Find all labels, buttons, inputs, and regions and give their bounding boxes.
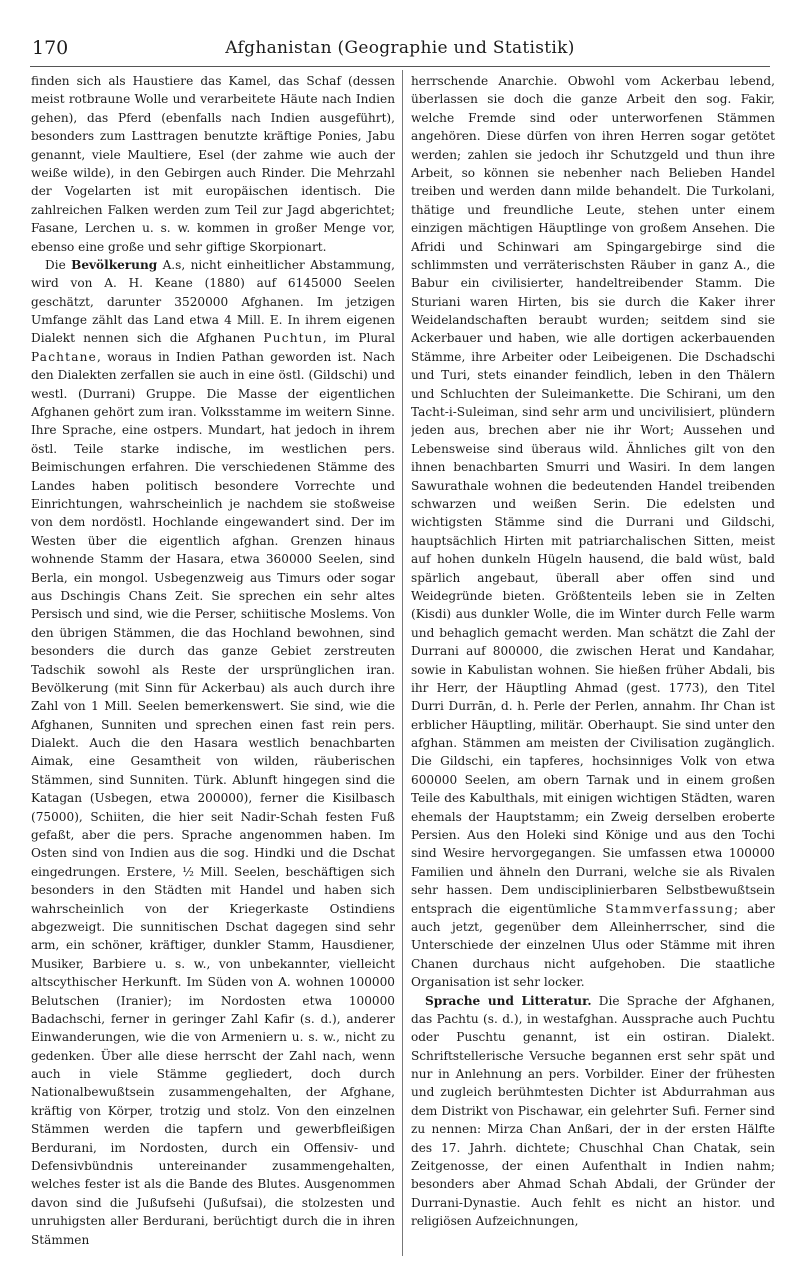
paragraph-population-text-c: , woraus in Indien Pathan geworden ist. Nach den Dialekten zerfallen sie auch in eine östl. (Gildschi) und westl. (Durrani) Gruppe. Die Masse der eigentlichen Afghanen gehört zum iran. Volksstamme im weitern Sinne. Ihre Sprache, eine ostpers. Mundart, hat jedoch in ihrem östl. Teile starke indische, im westlichen pers. Beimischungen erfahren. Die verschiedenen Stämme des Landes haben politisch besondere Vorrechte und Einrichtungen, wahrscheinlich je nachdem sie stoßweise von dem nordöstl. Hochlande eingewandert sind. Der im Westen über die eigentlich afghan. Grenzen hinaus wohnende Stamm der Hasara, etwa 360000 Seelen, sind Berla, ein mongol. Usbegenzweig aus Timurs oder sogar aus Dschingis Chans Zeit. Sie sprechen ein sehr altes Persisch und sind, wie die Perser, schiitische Moslems. Von den übrigen Stämmen, die das Hochland bewohnen, sind besonders die durch das ganze Gebiet zerstreuten Tadschik sowohl als Reste der ursprünglichen iran. Bevölkerung (mit Sinn für Ackerbau) als auch durch ihre Zahl von 1 Mill. Seelen bemerkenswert. Sie sind, wie die Afghanen, Sunniten und sprechen einen fast rein pers. Dialekt. Auch die den Hasara westlich benachbarten Aimak, eine Gesamtheit von wilden, räuberischen Stämmen, sind Sunniten. Türk. Ablunft hingegen sind die Katagan (Usbegen, etwa 200000), ferner die Kisilbasch (75000), Schiiten, die hier seit Nadir-Schah festen Fuß gefaßt, aber die pers. Sprache angenommen haben. Im Osten sind von Indien aus die sog. Hindki und die Dschat eingedrungen. Erstere, ½ Mill. Seelen, beschäftigen sich besonders in den Städten mit Handel und haben sich wahrscheinlich von der Kriegerkaste Ostindiens abgezweigt. Die sunnitischen Dschat dagegen sind sehr arm, ein schöner, kräftiger, dunkler Stamm, Hausdiener, Musiker, Barbiere u. s. w., von unbekannter, vielleicht altscythischer Herkunft. Im Süden von A. wohnen 100000 Belutschen (Iranier); im Nordosten etwa 100000 Badachschi, ferner in geringer Zahl Kafir (s. d.), anderer Einwanderungen, wie die von Armeniern u. s. w., nicht zu gedenken. Über alle diese herrscht der Zahl nach, wenn auch in viele Stämme gegliedert, doch durch Nationalbewußtsein zusammengehalten, der Afghane, kräftig von Körper, trotzig und stolz. Von den einzelnen Stämmen werden die tapfern und gewerbfleißigen Berdurani, im Nordosten, durch ein Offensiv- und Defensivbündnis untereinander zusammengehalten, welches fester ist als die Bande des Blutes. Ausgenommen davon sind die Jußufsehi (Jußufsai), die stolzesten und unruhigsten aller Berdurani, berüchtigt durch die in ihren Stämmen [31,349,395,1247]
paragraph-tribes-end: ; aber auch jetzt, gegenüber dem Alleinherrscher, sind die Unterschiede der einzelnen Ulus oder Stämme mit ihren Chanen durchaus nicht aufgehoben. Die staatliche Organisation ist sehr locker. [411,901,775,990]
term-puchtun: Puchtun [263,331,323,346]
keyword-bevoelkerung: Bevölkerung [71,257,158,272]
page-number: 170 [32,37,69,59]
right-column [411,72,775,1252]
term-stammverfassung: Stammverfassung [605,901,734,916]
running-head: Afghanistan (Geographie und Statistik) [225,38,575,58]
paragraph-tribes-text: herrschende Anarchie. Obwohl vom Ackerbau lebend, überlassen sie doch die ganze Arbeit den sog. Fakir, welche Fremde sind oder unterworfenen Stämmen angehören. Diese dürfen von ihren Herren sogar getötet werden; zahlen sie jedoch ihr Schutzgeld und thun ihre Arbeit, so können sie nebenher nach Belieben Handel treiben und werden dann milde behandelt. Die Turkolani, thätige und freundliche Leute, stehen unter einem einzigen mächtigen Häuptlinge von großem Ansehen. Die Afridi und Schinwari am Spingargebirge sind die schlimmsten und verräterischsten Räuber in ganz A., die Babur ein civilisierter, handeltreibender Stamm. Die Sturiani waren Hirten, bis sie durch die Kaker ihrer Weidelandschaften beraubt wurden; seitdem sind sie Ackerbauer und haben, wie alle dortigen ackerbauenden Stämme, ihre Arbeiter oder Leibeigenen. Die Dschadschi und Turi, stets einander feindlich, leben in den Thälern und Schluchten der Suleimankette. Die Schirani, um den Tacht-i-Suleiman, sind sehr arm und uncivilisiert, plündern jeden aus, brechen aber nie ihr Wort; Aussehen und Lebensweise sind überaus wild. Ähnliches gilt von den ihnen benachbarten Smurri und Wasiri. In dem langen Sawurathale wohnen die bedeutenden Handel treibenden schwarzen und weißen Serin. Die edelsten und wichtigsten Stämme sind die Durrani und Gildschi, hauptsächlich Hirten mit patriarchalischen Sitten, meist auf hohen dunkeln Hügeln hausend, die bald wüst, bald spärlich angebaut, überall aber offen sind und Weidegründe bieten. Größtenteils leben sie in Zelten (Kisdi) aus dunkler Wolle, die im Winter durch Felle warm und behaglich gemacht werden. Man schätzt die Zahl der Durrani auf 800000, die zwischen Herat und Kandahar, sowie in Kabulistan wohnen. Sie hießen früher Abdali, bis ihr Herr, der Häuptling Ahmad (gest. 1773), den Titel Durri Durrān, d. h. Perle der Perlen, annahm. Ihr Chan ist erblicher Häuptling, militär. Oberhaupt. Sie sind unter den afghan. Stämmen am meisten der Civilisation zugänglich. Die Gildschi, ein tapferes, hochsinniges Volk von etwa 600000 Seelen, am obern Tarnak und in einem großen Teile des Kabulthals, mit einigen wichtigen Städten, waren ehemals der Hauptstamm; ein Zweig derselben eroberte Persien. Aus den Holeki sind Könige und aus den Tochi sind Wesire hervorgegangen. Sie umfassen etwa 100000 Familien und ähneln den Durrani, welche sie als Rivalen sehr hassen. Dem undisciplinierbaren Selbstbewußtsein entsprach die eigentümliche [411,74,775,916]
paragraph-population-text-b: , im Plural [322,331,395,346]
header-rule [30,66,770,67]
paragraph-fauna: finden sich als Haustiere das Kamel, das Schaf (dessen meist rotbraune Wolle und verarbeitete Häute nach Indien gehen), das Pferd (ebenfalls nach Indien ausgeführt), besonders zum Lasttragen benutzte kräftige Ponies, Jabu genannt, viele Maultiere, Esel (der zahme wie auch der weiße wilde), in den Gebirgen auch Rinder. Die Mehrzahl der Vogelarten ist mit europäischen identisch. Die zahlreichen Falken werden zum Teil zur Jagd abgerichtet; Fasane, Lerchen u. s. w. kommen in großer Menge vor, ebenso eine große und sehr giftige Skorpionart. [31,74,395,254]
paragraph-tribes [411,72,775,992]
page-header [30,36,770,62]
keyword-sprache-litteratur: Sprache und Litteratur. [425,993,592,1008]
paragraph-population-text-a: A.s, nicht einheitlicher Abstammung, wird von A. H. Keane (1880) auf 6145000 Seelen geschätzt, darunter 3520000 Afghanen. Im jetzigen Umfange zählt das Land etwa 4 Mill. E. In ihrem eigenen Dialekt nennen sich die Afghanen [31,257,395,346]
paragraph-population-intro: Die [45,257,72,272]
term-pachtane: Pachtane [31,349,97,364]
paragraph-population [31,256,395,1249]
paragraph-language [411,992,775,1231]
paragraph-language-text: Die Sprache der Afghanen, das Pachtu (s. d.), in westafghan. Aussprache auch Puchtu oder Puschtu genannt, ist ein ostiran. Dialekt. Schriftstellerische Versuche begannen erst sehr spät und nur in Anlehnung an pers. Vorbilder. Einer der frühesten und zugleich berühmtesten Dichter ist Abdurrahman aus dem Distrikt von Pischawar, ein gelehrter Sufi. Ferner sind zu nennen: Mirza Chan Anßari, der in der ersten Hälfte des 17. Jahrh. dichtete; Chuschhal Chan Chatak, sein Zeitgenosse, der einen Aufenthalt in Indien nahm; besonders aber Ahmad Schah Abdali, der Gründer der Durrani-Dynastie. Auch fehlt es nicht an histor. und religiösen Aufzeichnungen, [411,993,775,1229]
column-divider [402,70,403,1256]
left-column [31,72,395,1252]
